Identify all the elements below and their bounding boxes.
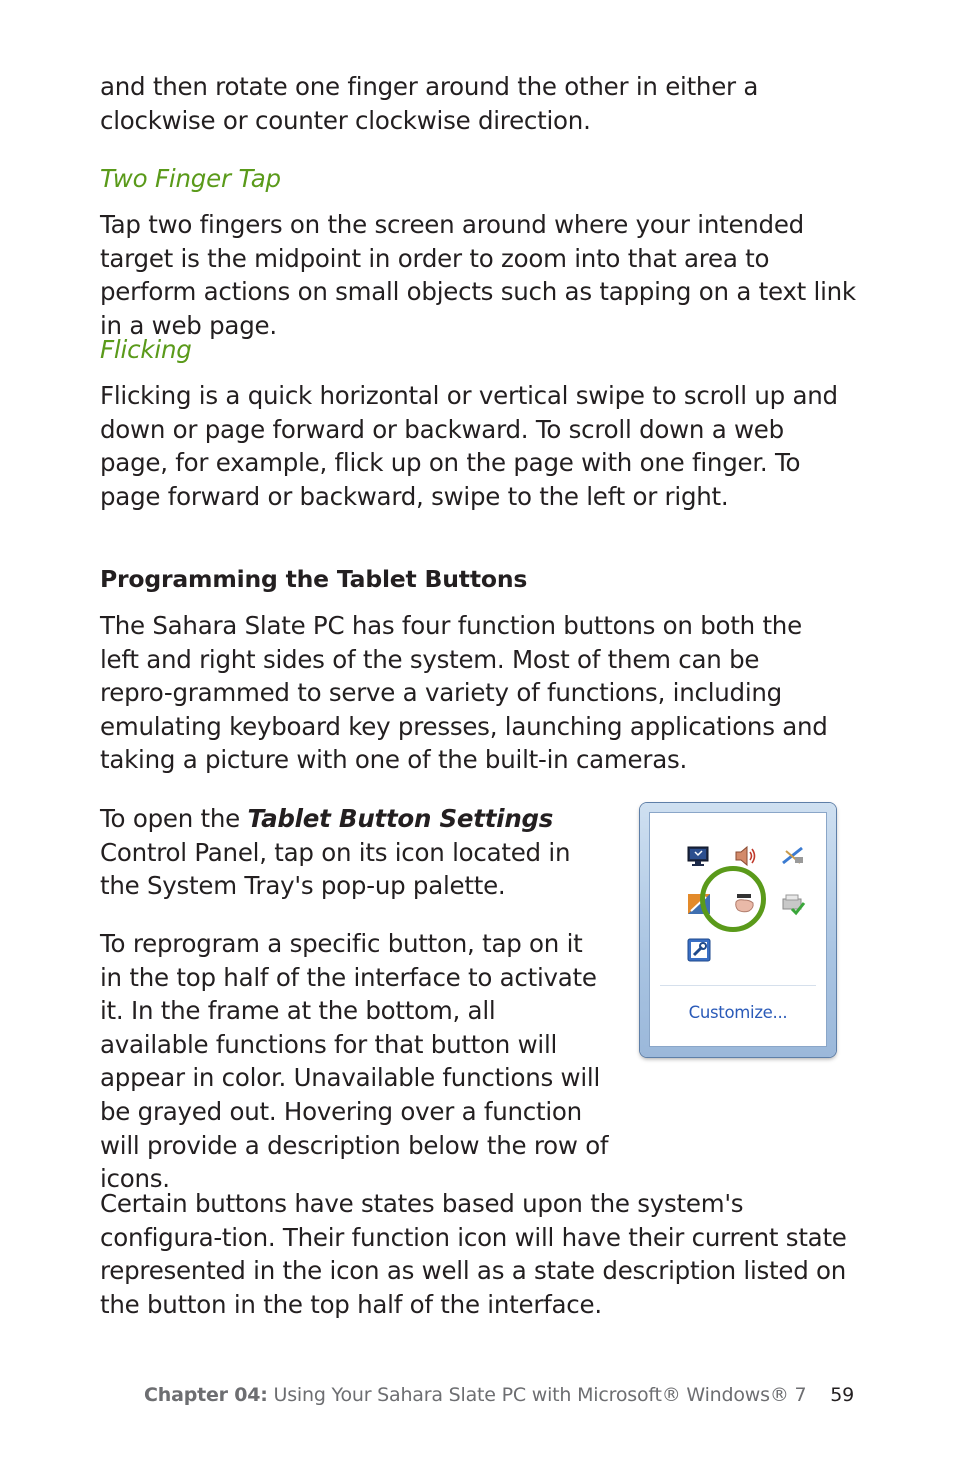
two-finger-tap-heading: Two Finger Tap [100, 164, 281, 193]
programming-body: The Sahara Slate PC has four function buttons on both the left and right sides of the system. Most of them can be repro-grammed to serve a variety of functions, including emulating keyboard key presses, launching applications and taking a picture with one of the built-in cameras. [100, 611, 828, 775]
reprogram-paragraph: To reprogram a specific button, tap on it in the top half of the interface to activate it. In the frame at the bottom, all available functions for that button will appear in color. Unavailable functions will be grayed out. Hovering over a function will provide a description below the row of icons. [100, 929, 609, 1194]
monitor-icon[interactable] [686, 843, 712, 869]
states-paragraph: Certain buttons have states based upon the system's configura-tion. Their function icon will have their current state represented in the icon as well as a state description listed on the button in the top half of the interface. [100, 1189, 847, 1319]
intro-paragraph: and then rotate one finger around the other in either a clockwise or counter clockwise direction. [100, 72, 759, 135]
two-finger-tap-body: Tap two fingers on the screen around where your intended target is the midpoint in order to zoom into that area to perform actions on small objects such as tapping on a text link in a web page. [100, 210, 856, 340]
programming-heading: Programming the Tablet Buttons [100, 565, 528, 593]
page-footer [144, 1384, 854, 1406]
wrench-settings-icon[interactable] [686, 937, 712, 963]
speaker-icon[interactable] [732, 843, 758, 869]
tray-separator [660, 985, 816, 986]
printer-check-icon[interactable] [780, 891, 806, 917]
customize-link[interactable]: Customize... [688, 1003, 788, 1022]
chapter-title: Using Your Sahara Slate PC with Microsoft® Windows® 7 [273, 1384, 807, 1406]
network-icon[interactable] [780, 843, 806, 869]
tablet-button-settings-emphasis: Tablet Button Settings [247, 804, 554, 833]
flicking-heading: Flicking [100, 335, 192, 364]
open-settings-paragraph: To open the Tablet Button Settings Control Panel, tap on its icon located in the System Tray's pop-up palette. [100, 804, 571, 901]
page-number: 59 [830, 1384, 854, 1406]
flicking-body: Flicking is a quick horizontal or vertical swipe to scroll up and down or page forward or backward. To scroll down a web page, for example, flick up on the page with one finger. To page forward or backward, swipe to the left or right. [100, 381, 838, 511]
chapter-label: Chapter 04: [144, 1384, 268, 1406]
highlight-circle [700, 866, 766, 932]
